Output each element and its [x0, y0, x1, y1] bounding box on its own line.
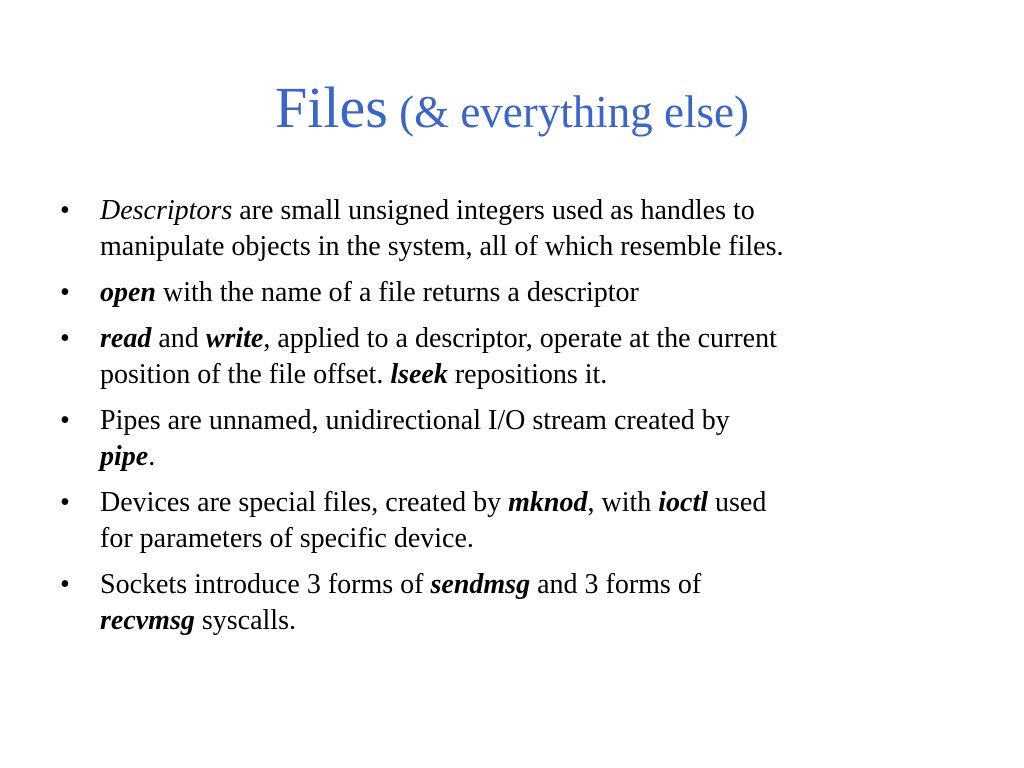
- bullet-item: [60, 275, 960, 311]
- bullet-text: repositions it.: [447, 359, 608, 390]
- bullet-text: Sockets introduce 3 forms of: [100, 569, 431, 600]
- bullet-text: position of the file offset.: [100, 359, 391, 390]
- bullet-item: [60, 403, 960, 475]
- bullet-text: with the name of a file returns a descriptor: [156, 277, 639, 308]
- bullet-text: , applied to a descriptor, operate at the current: [263, 323, 777, 354]
- term-read: read: [100, 323, 152, 354]
- term-recvmsg: recvmsg: [100, 605, 195, 636]
- bullet-marker: •: [60, 569, 70, 600]
- bullet-line: [100, 229, 960, 265]
- term-sendmsg: sendmsg: [430, 569, 531, 600]
- bullet-line: [100, 321, 960, 357]
- bullet-marker: •: [60, 277, 70, 308]
- bullet-text: for parameters of specific device.: [100, 523, 474, 554]
- bullet-text: Pipes are unnamed, unidirectional I/O stream created by: [100, 405, 730, 436]
- title-subtitle: (& everything else): [387, 87, 749, 137]
- bullet-item: [60, 193, 960, 265]
- term-pipe: pipe: [100, 441, 149, 472]
- bullet-line: [100, 567, 960, 603]
- bullet-marker: •: [60, 323, 70, 354]
- bullet-item: [60, 567, 960, 639]
- bullet-line: [100, 521, 960, 557]
- bullet-line: [100, 357, 960, 393]
- bullet-marker: •: [60, 405, 70, 436]
- bullet-line: [100, 193, 960, 229]
- term-open: open: [100, 277, 156, 308]
- bullet-list: [60, 193, 960, 649]
- term-write: write: [205, 323, 264, 354]
- bullet-text: .: [148, 441, 156, 472]
- bullet-text: and 3 forms of: [530, 569, 702, 600]
- bullet-line: [100, 603, 960, 639]
- bullet-text: used: [708, 487, 767, 518]
- term-ioctl: ioctl: [658, 487, 709, 518]
- bullet-text: are small unsigned integers used as handles to: [232, 195, 755, 226]
- bullet-text: manipulate objects in the system, all of which resemble files.: [100, 231, 784, 262]
- bullet-text: and: [151, 323, 206, 354]
- bullet-marker: •: [60, 195, 70, 226]
- slide-title: [0, 72, 1024, 148]
- term-lseek: lseek: [390, 359, 448, 390]
- term-descriptors: Descriptors: [100, 195, 233, 226]
- bullet-text: Devices are special files, created by: [100, 487, 509, 518]
- bullet-line: [100, 485, 960, 521]
- bullet-line: [100, 439, 960, 475]
- bullet-item: [60, 485, 960, 557]
- bullet-text: syscalls.: [194, 605, 296, 636]
- bullet-marker: •: [60, 487, 70, 518]
- bullet-text: , with: [587, 487, 659, 518]
- term-mknod: mknod: [508, 487, 588, 518]
- bullet-item: [60, 321, 960, 393]
- title-main: Files: [275, 75, 388, 140]
- bullet-line: [100, 275, 960, 311]
- bullet-line: [100, 403, 960, 439]
